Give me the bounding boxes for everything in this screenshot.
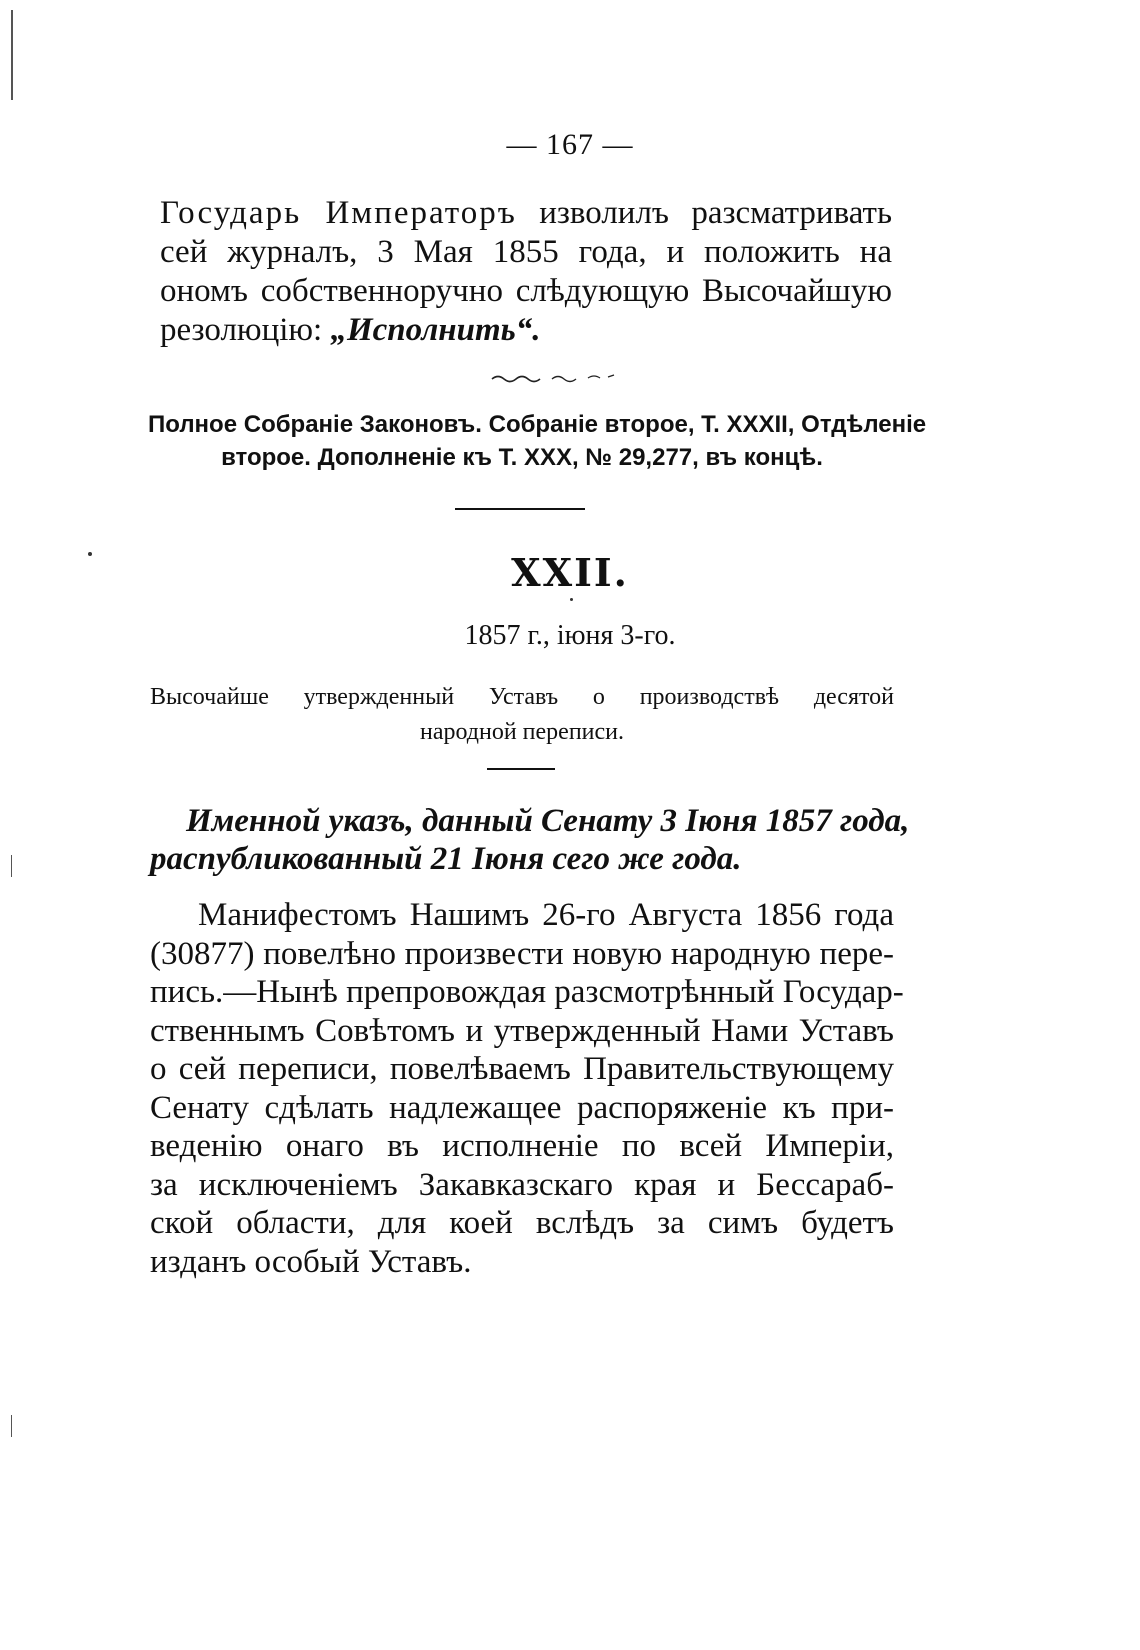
- decree-title: [150, 802, 910, 878]
- paragraph-line: Сенату сдѣлать надлежащее распоряженіе къ при-: [150, 1089, 894, 1126]
- paragraph-line: пись.—Нынѣ препровождая разсмотрѣнный Государ-: [150, 974, 904, 1010]
- resolution-word: „Исполнить“.: [330, 312, 541, 348]
- page-number: — 167 —: [506, 128, 634, 161]
- paragraph-line: [160, 194, 892, 233]
- source-line: второе. Дополненіе къ Т. XXX, № 29,277, въ концѣ.: [221, 444, 823, 471]
- paragraph-line: изданъ особый Уставъ.: [150, 1243, 472, 1280]
- section-number: XXII.: [511, 550, 629, 595]
- source-line: Полное Собраніе Законовъ. Собраніе второе, Т. XXXII, Отдѣленіе: [148, 411, 927, 438]
- resolution-paragraph: [160, 194, 892, 350]
- source-note: [148, 408, 927, 474]
- section-date: 1857 г., іюня 3-го.: [464, 620, 676, 651]
- paragraph-line: сей журналъ, 3 Мая 1855 года, и положить на: [160, 234, 892, 270]
- paragraph-line: ской области, для коей вслѣдъ за симъ будетъ: [150, 1205, 894, 1241]
- paragraph-line: Манифестомъ Нашимъ 26-го Августа 1856 года: [198, 897, 894, 933]
- decree-line: Именной указъ, данный Сенату 3 Іюня 1857 года,: [186, 803, 910, 839]
- ink-speck: [570, 598, 573, 601]
- scan-edge-mark: [11, 10, 13, 100]
- paragraph-line: [160, 311, 892, 350]
- paragraph-line: веденію онаго въ исполненіе по всей Имперіи,: [150, 1128, 894, 1164]
- separator-rule: [487, 768, 555, 770]
- paragraph-line: (30877) повелѣно произвести новую народную пере-: [150, 935, 894, 972]
- line-text: резолюцію:: [160, 312, 331, 348]
- scan-edge-mark: [11, 1415, 12, 1437]
- paragraph-line: о сей переписи, повелѣваемъ Правительствующему: [150, 1051, 894, 1087]
- decree-line: распубликованный 21 Іюня сего же года.: [150, 841, 742, 877]
- emperor-title: Государь Императоръ: [160, 195, 517, 231]
- separator-rule: [455, 508, 585, 510]
- line-text: изволилъ разсматривать: [516, 195, 893, 231]
- statute-title: [150, 680, 894, 750]
- title-line: народной переписи.: [419, 719, 625, 745]
- wavy-ornament: [490, 372, 620, 386]
- manifest-paragraph: [150, 896, 904, 1281]
- paragraph-line: ономъ собственноручно слѣдующую Высочайшую: [160, 273, 892, 309]
- paragraph-line: за исключеніемъ Закавказскаго края и Бессараб-: [150, 1166, 894, 1203]
- paragraph-line: ственнымъ Совѣтомъ и утвержденный Нами Уставъ: [150, 1012, 894, 1049]
- scan-edge-mark: [11, 855, 12, 877]
- title-line: Высочайше утвержденный Уставъ о производствѣ десятой: [150, 684, 894, 710]
